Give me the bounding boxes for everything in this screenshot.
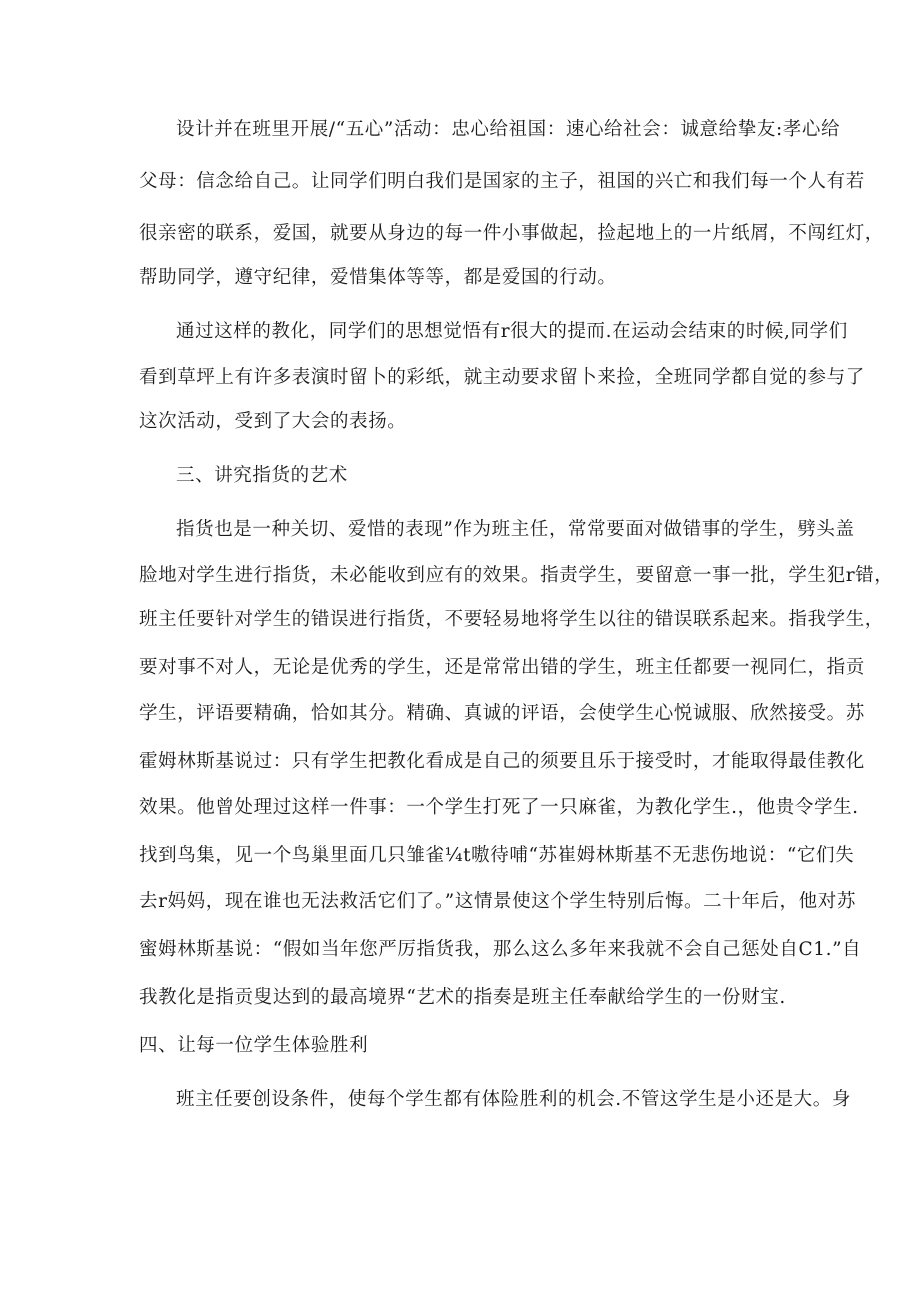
paragraph-1-line-3: 很亲密的联系，爱国，就要从身边的每一件小事做起，捡起地上的一片纸屑，不闯红灯， — [139, 223, 884, 244]
section-heading-4: 四、让每一位学生体验胜利 — [139, 1035, 369, 1056]
paragraph-3-line-11: 我教化是指贡叟达到的最高境界“艺术的指奏是班主任奉献给学生的一份财宝. — [139, 987, 786, 1008]
paragraph-3-line-7: 效果。他曾处理过这样一件事：一个学生打死了一只麻雀，为教化学生.，他贵令学生. — [139, 797, 859, 818]
paragraph-2-line-3: 这次活动，受到了大会的表扬。 — [139, 411, 407, 432]
paragraph-3-line-9: 去r妈妈，现在谁也无法救活它们了。”这情景使这个学生特别后悔。二十年后，他对苏 — [139, 891, 856, 912]
paragraph-1-line-4: 帮助同学，遵守纪律，爱惜集体等等，都是爱国的行动。 — [139, 267, 617, 288]
section-heading-3: 三、讲究指货的艺术 — [176, 465, 348, 486]
paragraph-3-line-1: 指货也是一种关切、爱惜的表现”作为班主任，常常要面对做错事的学生，劈头盖 — [176, 519, 855, 540]
paragraph-3-line-8: 找到鸟集，见一个鸟巢里面几只雏雀¼t嗷待哺“苏崔姆林斯基不无悲伤地说：“它们失 — [139, 845, 855, 866]
paragraph-1-line-2: 父母：信念给自己。让同学们明白我们是国家的主子，祖国的兴亡和我们每一个人有若 — [139, 171, 865, 192]
paragraph-3-line-3: 班主任要针对学生的错误进行指货，不要轻易地将学生以往的错误联系起来。指我学生， — [139, 609, 884, 630]
paragraph-2-line-2: 看到草坪上有许多表演时留卜的彩纸，就主动要求留卜来捡，全班同学都自觉的参与了 — [139, 367, 865, 388]
paragraph-3-line-2: 脸地对学生进行指货，未必能收到应有的效果。指责学生，要留意一事一批，学生犯r错， — [139, 565, 894, 586]
paragraph-3-line-4: 要对事不对人，无论是优秀的学生，还是常常出错的学生，班主任都要一视同仁，指贡 — [139, 657, 865, 678]
paragraph-2-line-1: 通过这样的教化，同学们的思想觉悟有r很大的提而.在运动会结束的时候,同学们 — [176, 321, 848, 342]
paragraph-4-line-1: 班主任要创设条件，使每个学生都有体险胜利的机会.不管这学生是小还是大。身 — [176, 1089, 851, 1110]
paragraph-1-line-1: 设计并在班里开展/“五心”活动：忠心给祖国：速心给社会：诚意给挚友:孝心给 — [176, 119, 841, 140]
paragraph-3-line-10: 蜜姆林斯基说：“假如当年您严厉指货我，那么这么多年来我就不会自己惩处自C1.”自 — [139, 939, 862, 960]
paragraph-3-line-6: 霍姆林斯基说过：只有学生把教化看成是自己的须要且乐于接受时，才能取得最佳教化 — [139, 751, 865, 772]
paragraph-3-line-5: 学生，评语要精确，恰如其分。精确、真诚的评语，会使学生心悦诚服、欣然接受。苏 — [139, 703, 865, 724]
